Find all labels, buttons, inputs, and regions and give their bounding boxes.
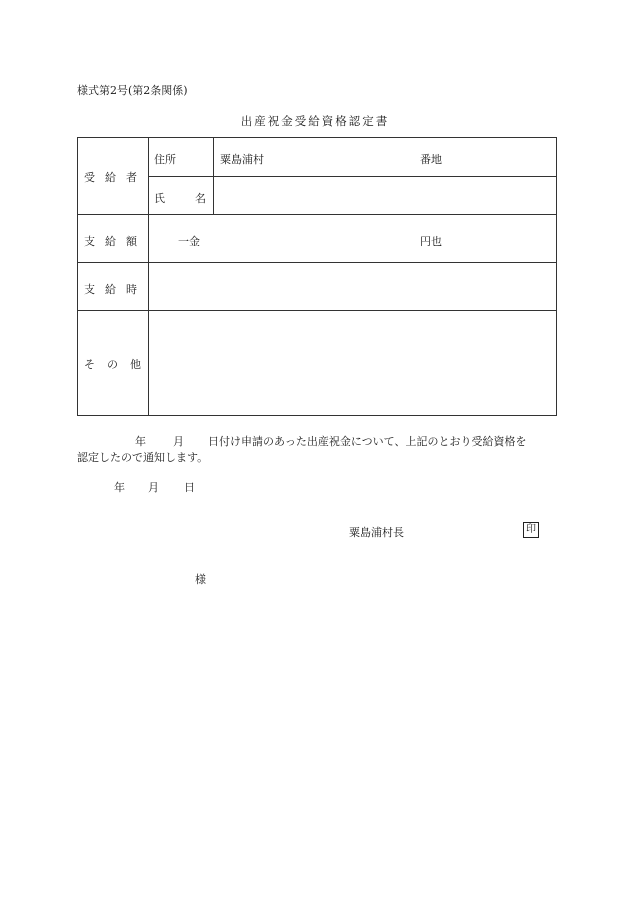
address-value: 粟島浦村 [220, 153, 264, 166]
name-label-text: 氏名 [154, 192, 236, 205]
issue-date-year: 年 [114, 481, 125, 494]
address-suffix: 番地 [420, 153, 442, 166]
table-border-right [556, 137, 557, 416]
amount-suffix: 円也 [420, 235, 442, 248]
payment-time-label: 支給時 [84, 283, 147, 296]
notice-text-line1: 日付け申請のあった出産祝金について、上記のとおり受給資格を [208, 435, 527, 448]
issue-date-day: 日 [184, 481, 195, 494]
notice-year-label: 年 [135, 435, 146, 448]
table-column-divider [148, 137, 149, 416]
table-divider-address [148, 176, 556, 177]
other-label-text: その他 [84, 358, 153, 371]
document-title: 出産祝金受給資格認定書 [240, 114, 390, 128]
other-label [84, 356, 153, 372]
table-border-bottom [77, 415, 557, 416]
recipient-label: 受給者 [84, 171, 147, 184]
issuer-name: 粟島浦村長 [349, 526, 404, 539]
table-border-left [77, 137, 78, 416]
form-code: 様式第2号(第2条関係) [77, 84, 188, 97]
address-label-text: 住所 [154, 153, 176, 166]
issue-date-month: 月 [148, 481, 159, 494]
address-label [154, 151, 209, 167]
seal-mark: 印 [523, 522, 539, 538]
name-label [154, 190, 236, 206]
amount-prefix: 一金 [178, 235, 200, 248]
notice-text-line2: 認定したので通知します。 [77, 451, 209, 464]
notice-month-label: 月 [173, 435, 184, 448]
amount-label: 支給額 [84, 235, 147, 248]
addressee-suffix: 様 [195, 573, 206, 586]
